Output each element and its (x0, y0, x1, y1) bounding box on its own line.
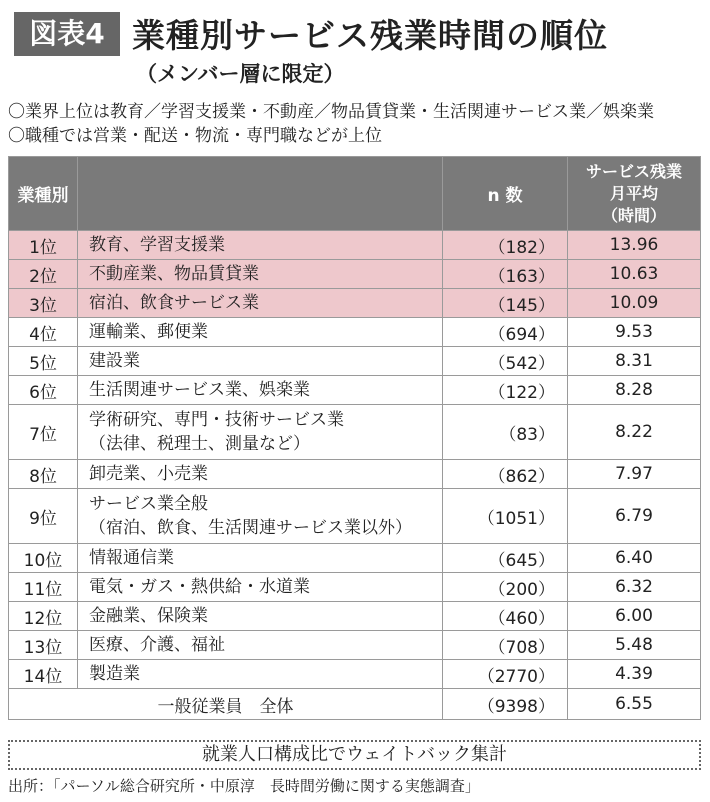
n-cell: （694） (443, 318, 568, 347)
total-hours: 6.55 (568, 689, 701, 720)
header-industry (78, 157, 443, 231)
table-row (9, 289, 701, 318)
rank-cell: 4位 (9, 318, 78, 347)
hours-cell: 8.22 (568, 405, 701, 460)
rank-cell: 3位 (9, 289, 78, 318)
hours-cell: 8.28 (568, 376, 701, 405)
industry-cell (78, 573, 443, 602)
table-total-row (9, 689, 701, 720)
header-overtime-line: 月平均 (609, 183, 658, 203)
header-rank: 業種別 (9, 157, 78, 231)
hours-cell: 6.32 (568, 573, 701, 602)
note-line: 〇職種では営業・配送・物流・専門職などが上位 (8, 126, 382, 146)
industry-cell (78, 405, 443, 460)
industry-name: 情報通信業 (89, 548, 174, 568)
rank-cell: 2位 (9, 260, 78, 289)
industry-name: 金融業、保険業 (89, 606, 208, 626)
header-overtime-line: サービス残業 (585, 161, 682, 181)
rank-cell: 7位 (9, 405, 78, 460)
n-cell: （145） (443, 289, 568, 318)
header-n: n 数 (443, 157, 568, 231)
industry-detail: （宿泊、飲食、生活関連サービス業以外） (89, 518, 412, 538)
figure-subtitle: （メンバー層に限定） (136, 62, 345, 86)
header-overtime (568, 157, 701, 231)
table-row (9, 260, 701, 289)
n-cell: （645） (443, 544, 568, 573)
table-row (9, 318, 701, 347)
industry-name: 電気・ガス・熱供給・水道業 (89, 577, 310, 597)
figure-title: 業種別サービス残業時間の順位 (132, 16, 608, 55)
table-row (9, 573, 701, 602)
figure-header (14, 8, 700, 86)
industry-name: 宿泊、飲食サービス業 (89, 293, 259, 313)
industry-cell (78, 631, 443, 660)
industry-name: サービス業全般 (89, 494, 208, 514)
total-n: （9398） (443, 689, 568, 720)
hours-cell: 7.97 (568, 460, 701, 489)
rank-cell: 13位 (9, 631, 78, 660)
industry-name: 教育、学習支援業 (89, 235, 225, 255)
n-cell: （122） (443, 376, 568, 405)
industry-name: 卸売業、小売業 (89, 464, 208, 484)
n-cell: （542） (443, 347, 568, 376)
industry-cell (78, 460, 443, 489)
ranking-table (8, 156, 701, 720)
rank-cell: 12位 (9, 602, 78, 631)
rank-cell: 1位 (9, 231, 78, 260)
industry-name: 不動産業、物品賃貸業 (89, 264, 259, 284)
n-cell: （83） (443, 405, 568, 460)
industry-detail: （法律、税理士、測量など） (89, 434, 310, 454)
industry-name: 生活関連サービス業、娯楽業 (89, 380, 310, 400)
note-line: 〇業界上位は教育／学習支援業・不動産／物品賃貸業・生活関連サービス業／娯楽業 (8, 102, 654, 122)
industry-name: 医療、介護、福祉 (89, 635, 225, 655)
n-cell: （862） (443, 460, 568, 489)
industry-cell (78, 602, 443, 631)
figure-number-badge: 図表4 (14, 12, 120, 56)
n-cell: （182） (443, 231, 568, 260)
rank-cell: 9位 (9, 489, 78, 544)
hours-cell: 6.79 (568, 489, 701, 544)
table-row (9, 602, 701, 631)
industry-cell (78, 544, 443, 573)
table-row (9, 489, 701, 544)
n-cell: （163） (443, 260, 568, 289)
n-cell: （2770） (443, 660, 568, 689)
table-row (9, 544, 701, 573)
industry-cell (78, 489, 443, 544)
industry-cell (78, 376, 443, 405)
header-overtime-line: （時間） (601, 205, 666, 225)
hours-cell: 6.40 (568, 544, 701, 573)
industry-name: 建設業 (89, 351, 140, 371)
table-row (9, 347, 701, 376)
n-cell: （460） (443, 602, 568, 631)
table-row (9, 660, 701, 689)
hours-cell: 10.63 (568, 260, 701, 289)
table-header-row (9, 157, 701, 231)
total-label: 一般従業員 全体 (9, 689, 443, 720)
industry-cell (78, 231, 443, 260)
rank-cell: 5位 (9, 347, 78, 376)
hours-cell: 5.48 (568, 631, 701, 660)
industry-cell (78, 660, 443, 689)
industry-cell (78, 260, 443, 289)
rank-cell: 11位 (9, 573, 78, 602)
hours-cell: 9.53 (568, 318, 701, 347)
hours-cell: 13.96 (568, 231, 701, 260)
rank-cell: 8位 (9, 460, 78, 489)
industry-name: 運輸業、郵便業 (89, 322, 208, 342)
rank-cell: 14位 (9, 660, 78, 689)
industry-name: 学術研究、専門・技術サービス業 (89, 410, 344, 430)
table-row (9, 231, 701, 260)
rank-cell: 10位 (9, 544, 78, 573)
rank-cell: 6位 (9, 376, 78, 405)
table-row (9, 376, 701, 405)
source-note: 出所：「パーソル総合研究所・中原淳 長時間労働に関する実態調査」 (8, 777, 480, 795)
table-row (9, 405, 701, 460)
table-row (9, 631, 701, 660)
weighting-caption: 就業人口構成比でウェイトバック集計 (8, 740, 701, 770)
n-cell: （200） (443, 573, 568, 602)
n-cell: （708） (443, 631, 568, 660)
industry-cell (78, 318, 443, 347)
hours-cell: 10.09 (568, 289, 701, 318)
n-cell: （1051） (443, 489, 568, 544)
industry-name: 製造業 (89, 664, 140, 684)
industry-cell (78, 347, 443, 376)
notes (8, 100, 654, 148)
hours-cell: 6.00 (568, 602, 701, 631)
industry-cell (78, 289, 443, 318)
hours-cell: 8.31 (568, 347, 701, 376)
table-row (9, 460, 701, 489)
hours-cell: 4.39 (568, 660, 701, 689)
